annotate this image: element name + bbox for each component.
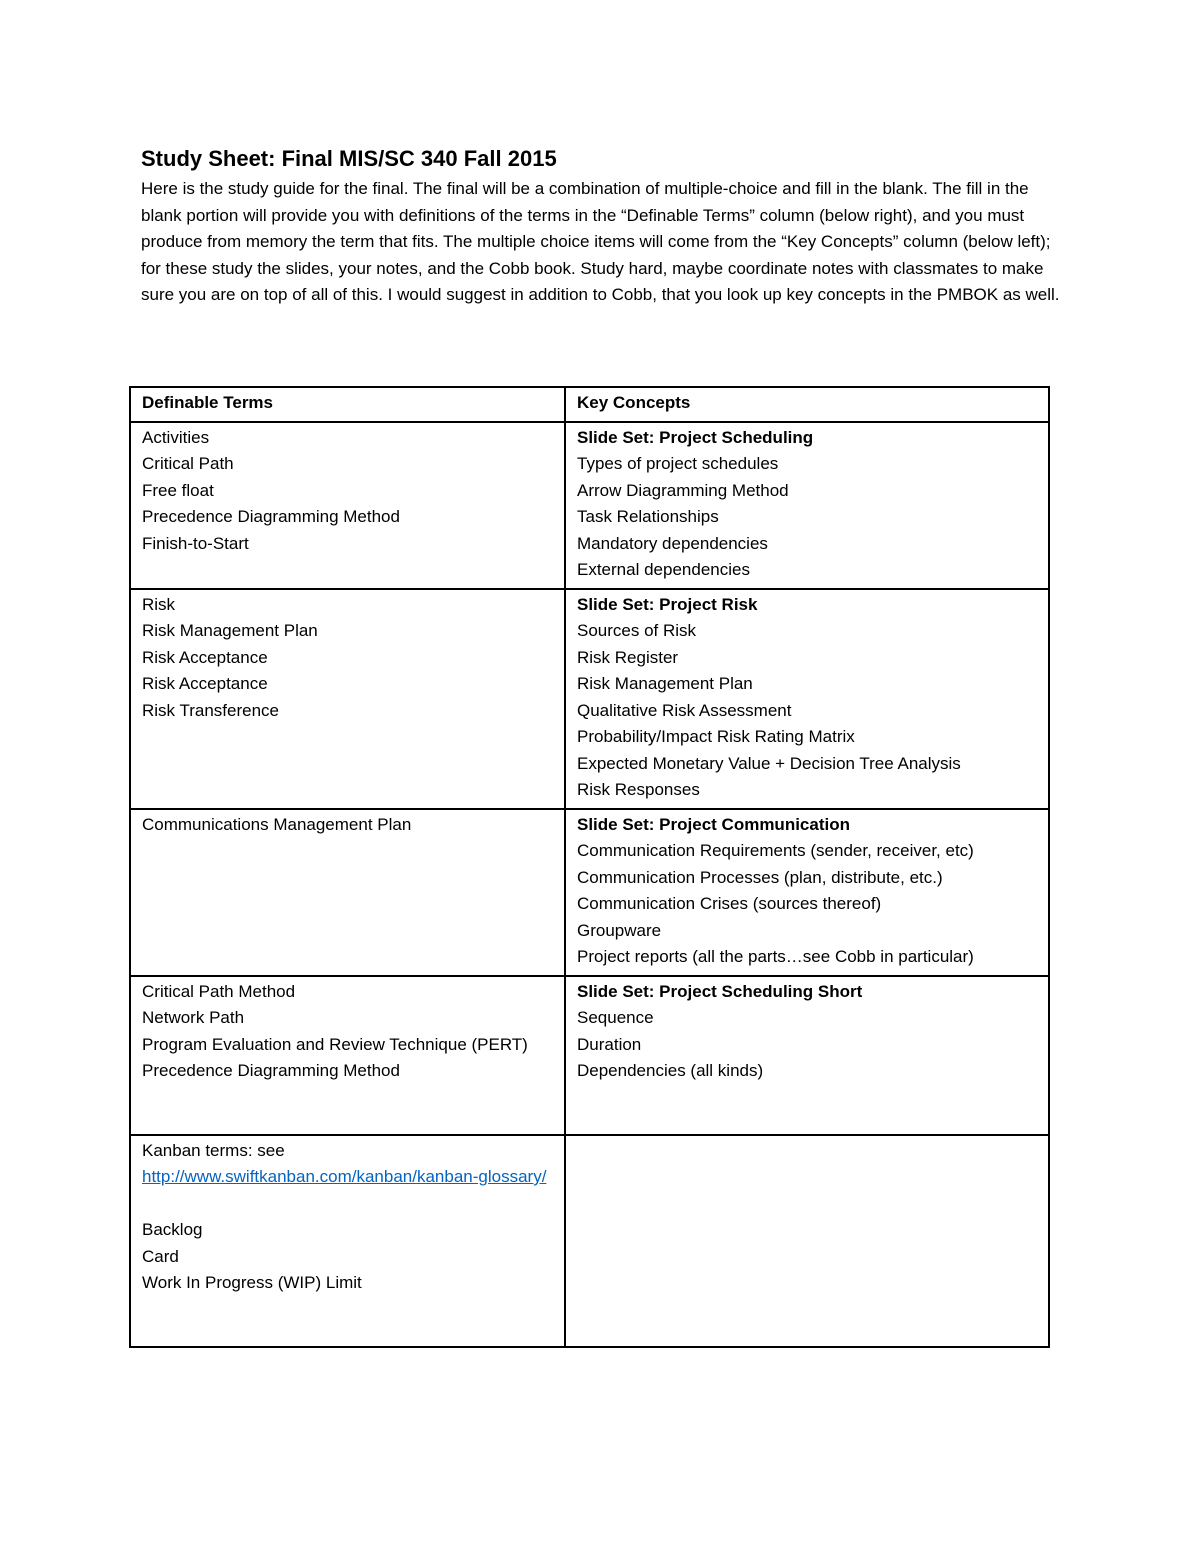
key-concepts-cell-empty	[565, 1135, 1049, 1347]
concept-item: Risk Register	[577, 647, 679, 667]
definable-terms-cell	[130, 589, 565, 809]
header-definable-terms: Definable Terms	[130, 387, 565, 422]
concept-item: Sequence	[577, 1008, 654, 1027]
concept-item: Communication Requirements (sender, receiver, etc)	[577, 841, 974, 860]
concept-item: Communication Crises (sources thereof)	[577, 894, 882, 913]
key-concepts-cell	[565, 422, 1049, 589]
concept-item: Risk Management Plan	[577, 674, 753, 693]
table-row	[130, 422, 1049, 589]
table-row	[130, 976, 1049, 1135]
definable-terms-cell	[130, 809, 565, 976]
term-item: Finish-to-Start	[142, 533, 249, 553]
concept-item: Task Relationships	[577, 507, 719, 526]
kanban-intro: Kanban terms: see	[142, 1140, 285, 1160]
term-item: Communications Management Plan	[142, 814, 412, 834]
concept-item: Qualitative Risk Assessment	[577, 700, 792, 720]
slide-set-title: Slide Set: Project Risk	[577, 594, 758, 614]
concept-item: Arrow Diagramming Method	[577, 480, 789, 500]
study-table	[129, 386, 1050, 1348]
intro-paragraph: Here is the study guide for the final. The final will be a combination of multiple-choice and fill in the blank. The fill in the blank portion will provide you with definitions of the terms in the “Definable Terms” column (below right), and you must produce from memory the term that fits. The multiple choice items will come from the “Key Concepts” column (below left); for these study the slides, your notes, and the Cobb book. Study hard, maybe coordinate notes with classmates to make sure you are on top of all of this. I would suggest in addition to Cobb, that you look up key concepts in the PMBOK as well.	[141, 179, 1060, 304]
slide-set-title: Slide Set: Project Communication	[577, 814, 850, 834]
concept-item: Types of project schedules	[577, 454, 779, 473]
concept-item: Groupware	[577, 920, 662, 940]
concept-item: Probability/Impact Risk Rating Matrix	[577, 727, 855, 746]
table-row	[130, 589, 1049, 809]
term-item: Work In Progress (WIP) Limit	[142, 1273, 362, 1292]
key-concepts-cell	[565, 589, 1049, 809]
term-item: Critical Path	[142, 454, 234, 473]
table-row	[130, 1135, 1049, 1347]
definable-terms-cell	[130, 422, 565, 589]
term-item: Risk Transference	[142, 700, 279, 720]
term-item: Risk	[142, 594, 176, 614]
key-concepts-cell	[565, 809, 1049, 976]
concept-item: Mandatory dependencies	[577, 533, 768, 553]
term-item: Free float	[142, 480, 214, 500]
table-header-row	[130, 387, 1049, 422]
key-concepts-cell	[565, 976, 1049, 1135]
term-item: Card	[142, 1246, 179, 1266]
term-item: Critical Path Method	[142, 981, 296, 1001]
definable-terms-cell	[130, 976, 565, 1135]
term-item: Activities	[142, 427, 210, 447]
definable-terms-cell	[130, 1135, 565, 1347]
concept-item: Duration	[577, 1034, 642, 1054]
header-key-concepts: Key Concepts	[565, 387, 1049, 422]
term-item: Precedence Diagramming Method	[142, 507, 400, 526]
term-item: Risk Acceptance	[142, 674, 268, 693]
term-item: Risk Acceptance	[142, 647, 268, 667]
kanban-glossary-link[interactable]: http://www.swiftkanban.com/kanban/kanban-glossary/	[142, 1167, 547, 1186]
page-title: Study Sheet: Final MIS/SC 340 Fall 2015	[141, 146, 557, 171]
term-item: Backlog	[142, 1220, 203, 1239]
concept-item: Sources of Risk	[577, 621, 697, 640]
concept-item: Expected Monetary Value + Decision Tree Analysis	[577, 753, 961, 773]
slide-set-title: Slide Set: Project Scheduling	[577, 427, 814, 447]
concept-item: Communication Processes (plan, distribute, etc.)	[577, 867, 943, 887]
concept-item: Risk Responses	[577, 780, 700, 799]
table-row	[130, 809, 1049, 976]
spacer	[142, 1191, 554, 1218]
slide-set-title: Slide Set: Project Scheduling Short	[577, 981, 863, 1001]
concept-item: Project reports (all the parts…see Cobb in particular)	[577, 947, 974, 966]
term-item: Network Path	[142, 1008, 245, 1027]
term-item: Risk Management Plan	[142, 621, 318, 640]
concept-item: External dependencies	[577, 560, 750, 579]
concept-item: Dependencies (all kinds)	[577, 1061, 764, 1080]
term-item: Precedence Diagramming Method	[142, 1061, 400, 1080]
term-item: Program Evaluation and Review Technique (PERT)	[142, 1034, 528, 1054]
